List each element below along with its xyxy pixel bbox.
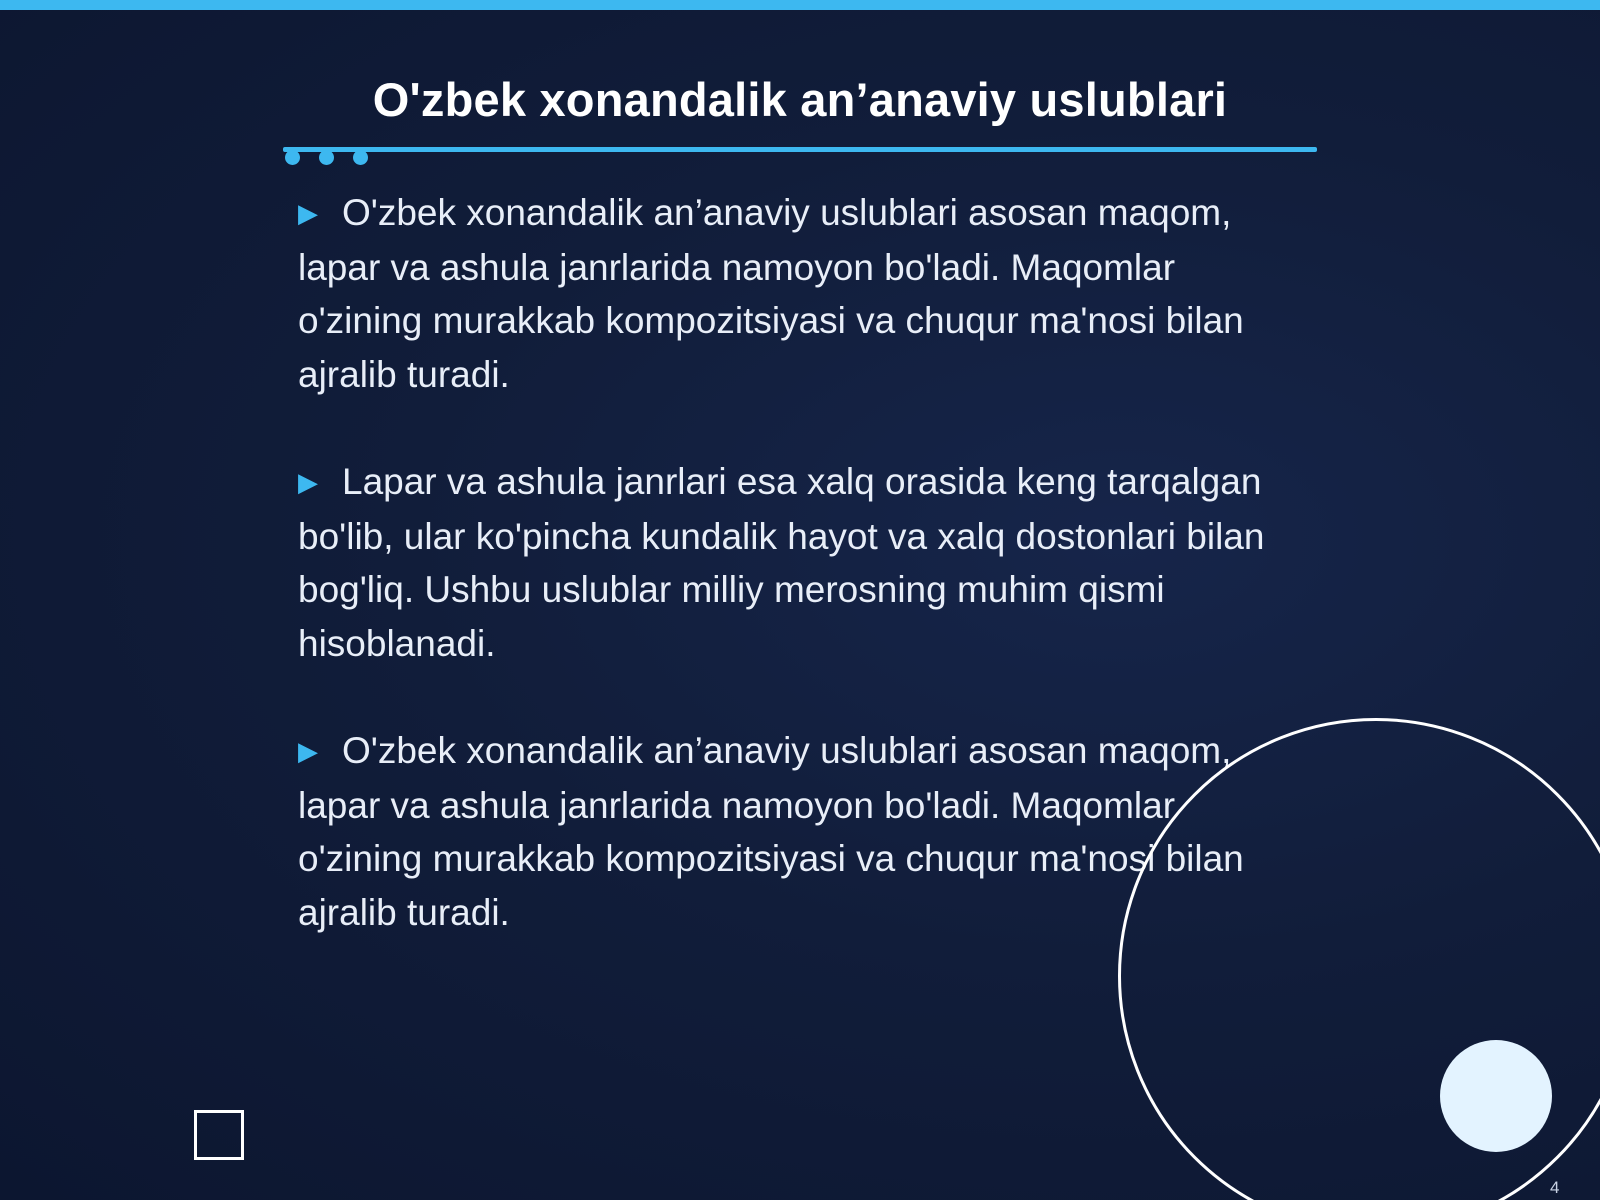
bullet-text: Lapar va ashula janrlari esa xalq orasida keng tarqalgan bo'lib, ular ko'pincha kundalik hayot va xalq dostonlari bilan bog'liq. Ushbu uslublar milliy merosning muhim qismi hisoblanadi.	[298, 461, 1265, 664]
slide-title: O'zbek xonandalik an’anaviy uslublari	[372, 73, 1228, 126]
title-underline	[283, 147, 1317, 152]
bullet-item	[298, 186, 1308, 401]
triangle-right-icon: ▶	[298, 736, 318, 766]
triangle-right-icon: ▶	[298, 467, 318, 497]
triangle-right-icon: ▶	[298, 198, 318, 228]
decorative-dot	[285, 150, 300, 165]
decorative-filled-circle	[1440, 1040, 1552, 1152]
bullet-text: O'zbek xonandalik an’anaviy uslublari asosan maqom, lapar va ashula janrlarida namoyon bo'ladi. Maqomlar o'zining murakkab kompozitsiyasi va chuqur ma'nosi bilan ajralib turadi.	[298, 192, 1244, 395]
decorative-dot	[319, 150, 334, 165]
bullet-item	[298, 455, 1308, 670]
page-number: 4	[1550, 1178, 1560, 1197]
decorative-square	[194, 1110, 244, 1160]
bullet-text: O'zbek xonandalik an’anaviy uslublari asosan maqom, lapar va ashula janrlarida namoyon bo'ladi. Maqomlar o'zining murakkab kompozitsiyasi va chuqur ma'nosi bilan ajralib turadi.	[298, 730, 1244, 933]
top-accent-bar	[0, 0, 1600, 10]
decorative-dot	[353, 150, 368, 165]
